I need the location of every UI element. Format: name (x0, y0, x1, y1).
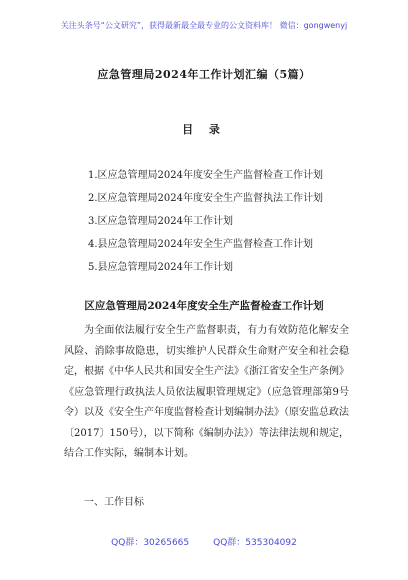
toc-item-4: 4.县应急管理局2024年安全生产监督检查工作计划 (88, 239, 313, 250)
toc-item-2: 2.区应急管理局2024年度安全生产监督执法工作计划 (88, 193, 323, 204)
promo-banner: 关注头条号“公文研究”，获得最新最全最专业的公文资料库！ 微信：gongwenyj (60, 21, 348, 30)
subheading-work-goals: 一、工作目标 (84, 497, 144, 508)
toc-heading: 目 录 (182, 123, 226, 136)
toc-item-3: 3.区应急管理局2024年工作计划 (88, 216, 233, 227)
table-of-contents (88, 169, 323, 284)
qq-group-2: QQ群：535304092 (213, 538, 297, 548)
section-title: 区应急管理局2024年度安全生产监督检查工作计划 (84, 300, 324, 312)
qq-group-1: QQ群：30265665 (111, 538, 190, 548)
body-paragraph: 为全面依法履行安全生产监督职责，有力有效防范化解安全风险、消除事故隐患，切实维护人民群众生命财产安全和社会稳定，根据《中华人民共和国安全生产法》《浙江省安全生产条例》《应急管理行政执法人员依法履职管理规定》（应急管理部第9号令）以及《安全生产年度监督检查计划编制办法》（原安监总政法〔2017〕150号），以下简称《编制办法》）等法律法规和规定，结合工作实际，编制本计划。 (64, 325, 349, 459)
toc-item-1: 1.区应急管理局2024年度安全生产监督检查工作计划 (88, 170, 323, 181)
footer-contact (0, 535, 408, 548)
document-title: 应急管理局2024年工作计划汇编（5篇） (97, 68, 311, 81)
toc-item-5: 5.县应急管理局2024年工作计划 (88, 262, 233, 273)
